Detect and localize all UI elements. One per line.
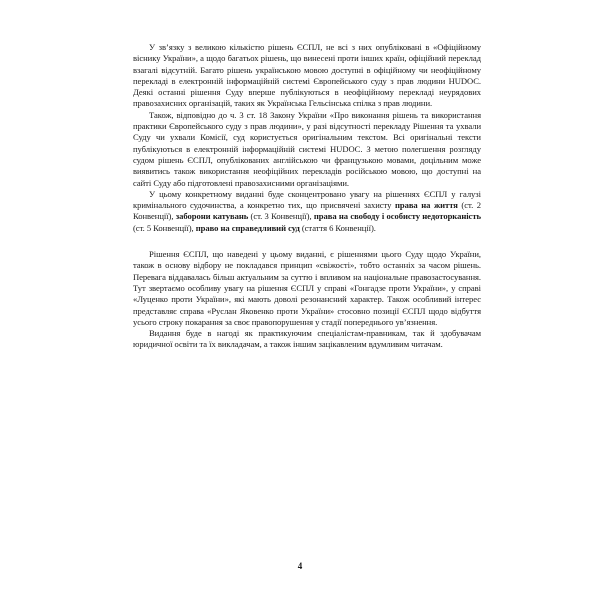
- paragraph: [133, 110, 481, 189]
- paragraph-text: (стаття 6 Конвенції).: [299, 222, 376, 233]
- paragraph-text: (ст. 2 Конвенції),: [133, 200, 481, 222]
- bold-term: права на свободу і особисту недоторканість: [313, 211, 481, 222]
- bold-term: право на справедливий суд: [195, 222, 300, 233]
- bold-term: заборони катувань: [175, 211, 249, 222]
- paragraph: [133, 328, 481, 351]
- paragraph-text: Рішення ЄСПЛ, що наведені у цьому виданні, є рішеннями цього Суду щодо України, також в основу відбору не покладався принцип «свіжості», тобто останніх за часом рішень. Перевага віддавалась більш актуальним за суттю і впливом на національне правозастосування. Тут звертаємо особливу увагу на рішення ЄСПЛ у справі «Гонгадзе проти України», у справі «Луценко проти України», які мають доволі резонансний характер. Також особливий інтерес представляє справа «Руслан Яковенко проти України» стосовно позиції ЄСПЛ щодо відбуття усього строку покарання за своє правопорушення у стадії попереднього ув’язнення.: [133, 249, 481, 327]
- paragraph-text: (ст. 5 Конвенції),: [133, 222, 196, 233]
- paragraph-text: (ст. 3 Конвенції),: [248, 211, 314, 222]
- paragraph: [133, 249, 481, 328]
- paragraph: [133, 42, 481, 110]
- bold-term: права на життя: [394, 200, 458, 211]
- paragraph-text: Також, відповідно до ч. 3 ст. 18 Закону України «Про виконання рішень та використання практики Європейського суду з прав людини», у разі відсутності перекладу Рішення та ухвали Суду чи ухвали Комісії, суд користується оригінальним текстом. Всі оригінальні тексти публікуються в електронній інформаційній системі HUDOC. З метою полегшення розгляду судом рішень ЄСПЛ, опублікованих англійською чи французькою мовами, доцільним може виявитись також використання неофіційних перекладів російською мовою, що доступні на сайті Суду або підготовлені правозахисними організаціями.: [133, 109, 481, 188]
- document-body: [133, 42, 481, 351]
- page-number: 4: [297, 561, 303, 571]
- paragraph: [133, 189, 481, 234]
- paragraph-text: У цьому конкретному виданні буде сконцентровано увагу на рішеннях ЄСПЛ у галузі кримінального судочинства, а конкретно тих, що присвячені захисту: [133, 188, 481, 211]
- paragraph-text: Видання буде в нагоді як практикуючим спеціалістам-правникам, так й здобувачам юридичної освіти та їх викладачам, а також іншим зацікавленим вдумливим читачам.: [133, 328, 481, 350]
- paragraph-text: У зв’язку з великою кількістю рішень ЄСПЛ, не всі з них опубліковані в «Офіційному віснику України», а щодо багатьох рішень, що винесені проти інших країн, офіційний переклад взагалі відсутній. Багато рішень українською мовою доступні в офіційному чи неофіційному перекладі в електронній інформаційній системі Європейського суду з прав людини HUDOC. Деякі останні рішення Суду вперше публікуються в неофіційному перекладі неурядових правозахисних організацій, таких як Українська Гельсінська спілка з прав людини.: [133, 42, 481, 109]
